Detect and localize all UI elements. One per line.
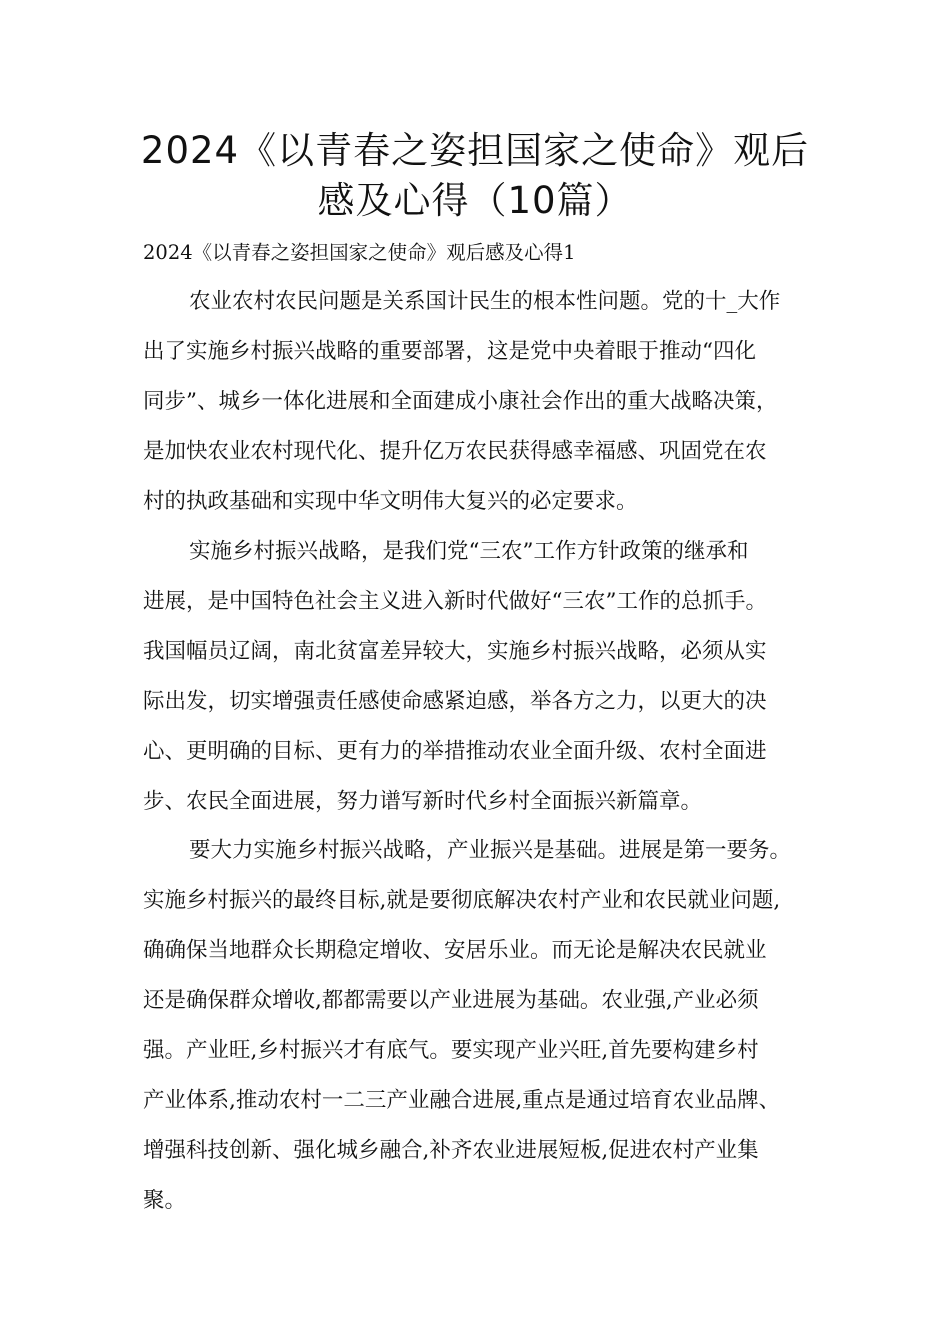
- paragraph-line: 步、农民全面进展，努力谱写新时代乡村全面振兴新篇章。: [143, 789, 703, 814]
- section-subtitle: 2024《以青春之姿担国家之使命》观后感及心得1: [143, 241, 576, 264]
- paragraph-line: 强。产业旺,乡村振兴才有底气。要实现产业兴旺,首先要构建乡村: [143, 1038, 759, 1063]
- paragraph-line: 村的执政基础和实现中华文明伟大复兴的必定要求。: [143, 489, 638, 514]
- document-title: [120, 126, 830, 226]
- paragraph-line: 要大力实施乡村振兴战略，产业振兴是基础。进展是第一要务。: [189, 838, 792, 863]
- paragraph-line: 同步”、城乡一体化进展和全面建成小康社会作出的重大战略决策，: [143, 389, 778, 414]
- title-line-2: 感及心得（10篇）: [317, 179, 633, 222]
- paragraph-line: 产业体系,推动农村一二三产业融合进展,重点是通过培育农业品牌、: [143, 1088, 781, 1113]
- paragraph-line: 我国幅员辽阔，南北贫富差异较大，实施乡村振兴战略，必须从实: [143, 639, 767, 664]
- paragraph-line: 实施乡村振兴的最终目标,就是要彻底解决农村产业和农民就业问题,: [143, 888, 781, 913]
- paragraph-line: 确确保当地群众长期稳定增收、安居乐业。而无论是解决农民就业: [143, 938, 767, 963]
- paragraph-line: 增强科技创新、强化城乡融合,补齐农业进展短板,促进农村产业集: [143, 1138, 759, 1163]
- title-line-1: 2024《以青春之姿担国家之使命》观后: [140, 129, 810, 172]
- paragraph-1: [143, 277, 833, 527]
- paragraph-line: 是加快农业农村现代化、提升亿万农民获得感幸福感、巩固党在农: [143, 439, 767, 464]
- paragraph-line: 心、更明确的目标、更有力的举措推动农业全面升级、农村全面进: [143, 739, 767, 764]
- paragraph-line: 还是确保群众增收,都都需要以产业进展为基础。农业强,产业必须: [143, 988, 759, 1013]
- paragraph-line: 出了实施乡村振兴战略的重要部署，这是党中央着眼于推动“四化: [143, 339, 756, 364]
- paragraph-2: [143, 527, 833, 827]
- paragraph-line: 实施乡村振兴战略，是我们党“三农”工作方针政策的继承和: [189, 539, 749, 564]
- paragraph-line: 农业农村农民问题是关系国计民生的根本性问题。党的十_大作: [189, 289, 781, 314]
- paragraph-3: [143, 826, 833, 1226]
- paragraph-line: 际出发，切实增强责任感使命感紧迫感，举各方之力，以更大的决: [143, 689, 767, 714]
- paragraph-line: 进展，是中国特色社会主义进入新时代做好“三农”工作的总抓手。: [143, 589, 767, 614]
- paragraph-line: 聚。: [143, 1188, 187, 1213]
